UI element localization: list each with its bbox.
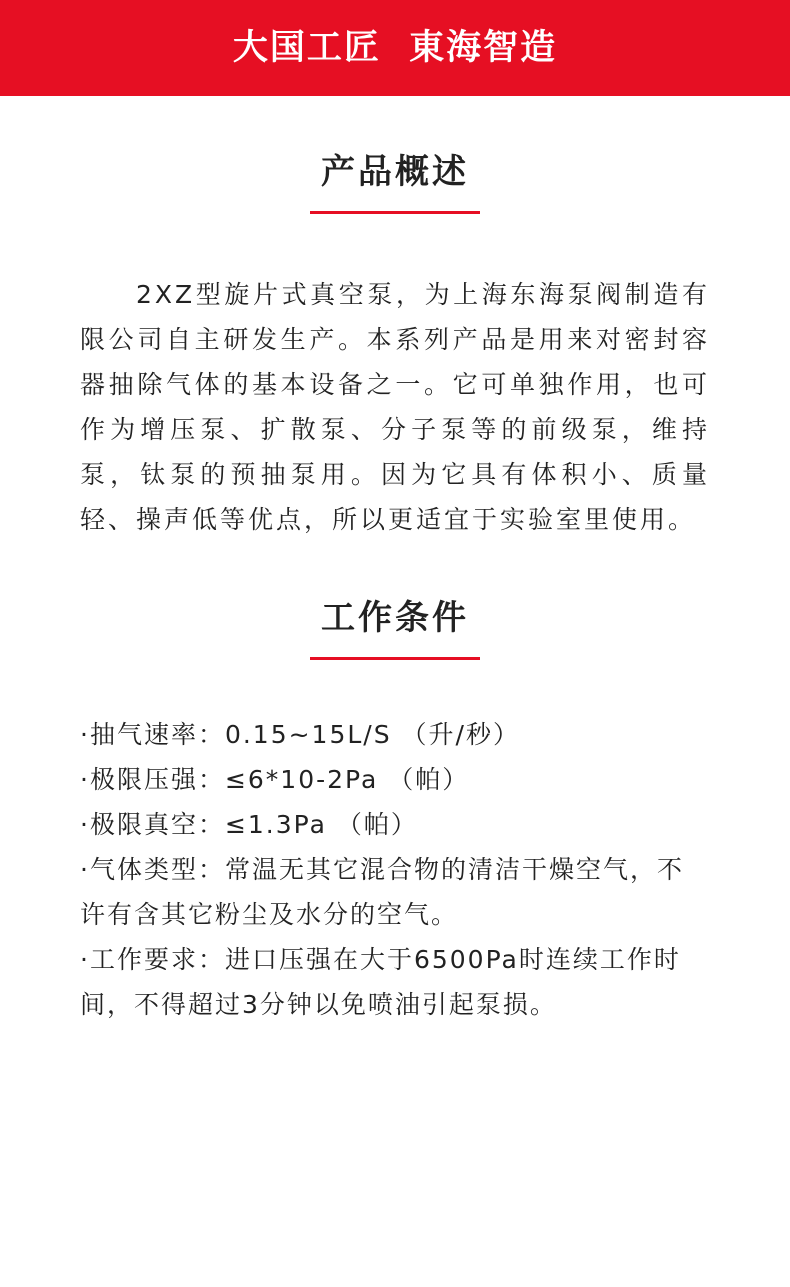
conditions-heading-rule: [310, 657, 480, 660]
conditions-content: [80, 712, 710, 1027]
overview-heading-text: 产品概述: [321, 152, 469, 192]
section-heading-conditions: [0, 598, 790, 660]
list-item: ·极限真空：≤1.3Pa （帕）: [80, 809, 418, 839]
list-item: ·抽气速率：0.15~15L/S （升/秒）: [80, 719, 520, 749]
section-heading-overview: [0, 152, 790, 214]
overview-heading-rule: [310, 211, 480, 214]
overview-paragraph: 2XZ型旋片式真空泵，为上海东海泵阀制造有限公司自主研发生产。本系列产品是用来对密封容器抽除气体的基本设备之一。它可单独作用，也可作为增压泵、扩散泵、分子泵等的前级泵，维持泵，钛泵的预抽泵用。因为它具有体积小、质量轻、操声低等优点，所以更适宜于实验室里使用。: [80, 279, 710, 534]
top-banner: [0, 0, 790, 96]
list-item: ·极限压强：≤6*10-2Pa （帕）: [80, 764, 470, 794]
list-item: ·工作要求：进口压强在大于6500Pa时连续工作时间，不得超过3分钟以免喷油引起泵损。: [80, 944, 681, 1019]
overview-content: [80, 272, 710, 542]
conditions-heading-text: 工作条件: [321, 597, 469, 638]
banner-title: 大国工匠 東海智造: [232, 27, 558, 68]
spec-list: [80, 712, 710, 1027]
list-item: ·气体类型：常温无其它混合物的清洁干燥空气，不许有含其它粉尘及水分的空气。: [80, 854, 684, 929]
